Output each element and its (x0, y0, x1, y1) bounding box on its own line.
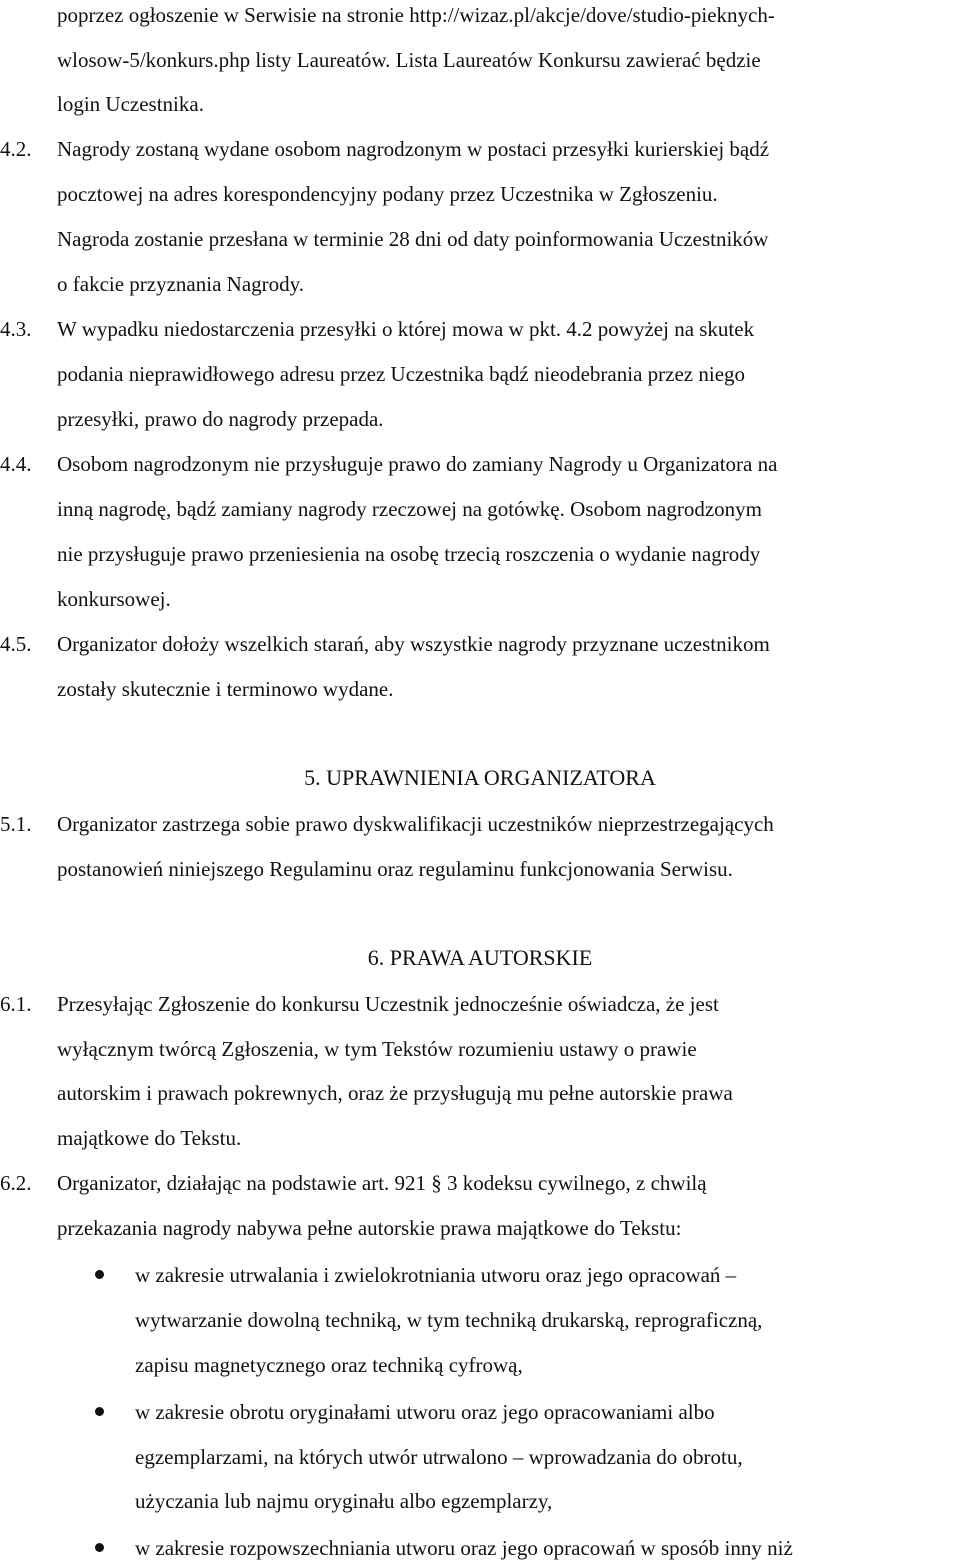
line-text: konkursowej. (57, 587, 171, 611)
line-text: Nagroda zostanie przesłana w terminie 28 dni od daty poinformowania Uczestników (57, 227, 769, 251)
section-4-5 (0, 624, 960, 664)
text-line (0, 354, 960, 394)
section-6-2 (0, 1163, 960, 1203)
line-text: poprzez ogłoszenie w Serwisie na stronie http://wizaz.pl/akcje/dove/studio-pieknych- (57, 3, 775, 27)
bullet-icon (95, 1270, 104, 1279)
section-heading-6: 6. PRAWA AUTORSKIE (367, 945, 593, 970)
bullet-icon (95, 1543, 104, 1552)
line-text: podania nieprawidłowego adresu przez Uczestnika bądź nieodebrania przez niego (57, 362, 746, 386)
line-text: wytwarzanie dowolną techniką, w tym techniką drukarską, reprograficzną, (135, 1308, 763, 1332)
line-text: autorskim i prawach pokrewnych, oraz że przysługują mu pełne autorskie prawa (57, 1081, 733, 1105)
text-line (0, 1118, 960, 1158)
line-text: Organizator, działając na podstawie art. 921 § 3 kodeksu cywilnego, z chwilą (57, 1171, 707, 1195)
line-text: Nagrody zostaną wydane osobom nagrodzonym w postaci przesyłki kurierskiej bądź (57, 137, 770, 161)
line-text: wlosow-5/konkurs.php listy Laureatów. Lista Laureatów Konkursu zawierać będzie (57, 48, 761, 72)
text-line (0, 0, 960, 35)
section-number: 6.2. (0, 1171, 32, 1195)
line-text: w zakresie utrwalania i zwielokrotniania utworu oraz jego opracowań – (135, 1263, 737, 1287)
section-number: 4.3. (0, 317, 32, 341)
section-number: 4.4. (0, 452, 32, 476)
bullet-item (0, 1528, 960, 1568)
line-text: w zakresie rozpowszechniania utworu oraz jego opracowań w sposób inny niż (135, 1536, 793, 1560)
section-number: 4.2. (0, 137, 32, 161)
line-text: przekazania nagrody nabywa pełne autorskie prawa majątkowe do Tekstu: (57, 1216, 682, 1240)
text-line (0, 579, 960, 619)
section-4-3 (0, 309, 960, 349)
line-text: zostały skutecznie i terminowo wydane. (57, 677, 394, 701)
line-text: w zakresie obrotu oryginałami utworu oraz jego opracowaniami albo (135, 1400, 715, 1424)
text-line (0, 1345, 960, 1385)
bullet-item (0, 1255, 960, 1295)
line-text: pocztowej na adres korespondencyjny podany przez Uczestnika w Zgłoszeniu. (57, 182, 718, 206)
line-text: o fakcie przyznania Nagrody. (57, 272, 305, 296)
line-text: majątkowe do Tekstu. (57, 1126, 242, 1150)
text-line (0, 849, 960, 889)
line-text: postanowień niniejszego Regulaminu oraz regulaminu funkcjonowania Serwisu. (57, 857, 733, 881)
text-line (0, 174, 960, 214)
text-line (0, 1073, 960, 1113)
text-line (0, 534, 960, 574)
line-text: W wypadku niedostarczenia przesyłki o której mowa w pkt. 4.2 powyżej na skutek (57, 317, 755, 341)
line-text: Organizator dołoży wszelkich starań, aby wszystkie nagrody przyznane uczestnikom (57, 632, 770, 656)
line-text: zapisu magnetycznego oraz techniką cyfrową, (135, 1353, 523, 1377)
text-line (0, 669, 960, 709)
line-text: Osobom nagrodzonym nie przysługuje prawo do zamiany Nagrody u Organizatora na (57, 452, 778, 476)
text-line (0, 1029, 960, 1069)
section-number: 6.1. (0, 992, 32, 1016)
text-line (0, 40, 960, 80)
section-6-1 (0, 984, 960, 1024)
line-text: przesyłki, prawo do nagrody przepada. (57, 407, 384, 431)
line-text: Organizator zastrzega sobie prawo dyskwalifikacji uczestników nieprzestrzegających (57, 812, 774, 836)
line-text: egzemplarzami, na których utwór utrwalono – wprowadzania do obrotu, (135, 1445, 743, 1469)
text-line (0, 1437, 960, 1477)
section-number: 5.1. (0, 812, 32, 836)
section-heading-5: 5. UPRAWNIENIA ORGANIZATORA (304, 765, 656, 790)
text-line (0, 1300, 960, 1340)
line-text: nie przysługuje prawo przeniesienia na osobę trzecią roszczenia o wydanie nagrody (57, 542, 761, 566)
bullet-icon (95, 1407, 104, 1416)
line-text: użyczania lub najmu oryginału albo egzemplarzy, (135, 1489, 553, 1513)
line-text: wyłącznym twórcą Zgłoszenia, w tym Tekstów rozumieniu ustawy o prawie (57, 1037, 697, 1061)
section-5-1 (0, 804, 960, 844)
line-text: inną nagrodę, bądź zamiany nagrody rzeczowej na gotówkę. Osobom nagrodzonym (57, 497, 763, 521)
bullet-item (0, 1392, 960, 1432)
text-line (0, 264, 960, 304)
text-line (0, 1208, 960, 1248)
line-text: login Uczestnika. (57, 92, 204, 116)
text-line (0, 399, 960, 439)
line-text: Przesyłając Zgłoszenie do konkursu Uczestnik jednocześnie oświadcza, że jest (57, 992, 719, 1016)
text-line (0, 1481, 960, 1521)
text-line (0, 219, 960, 259)
section-number: 4.5. (0, 632, 32, 656)
text-line (0, 84, 960, 124)
section-4-4 (0, 444, 960, 484)
section-4-2 (0, 129, 960, 169)
text-line (0, 489, 960, 529)
